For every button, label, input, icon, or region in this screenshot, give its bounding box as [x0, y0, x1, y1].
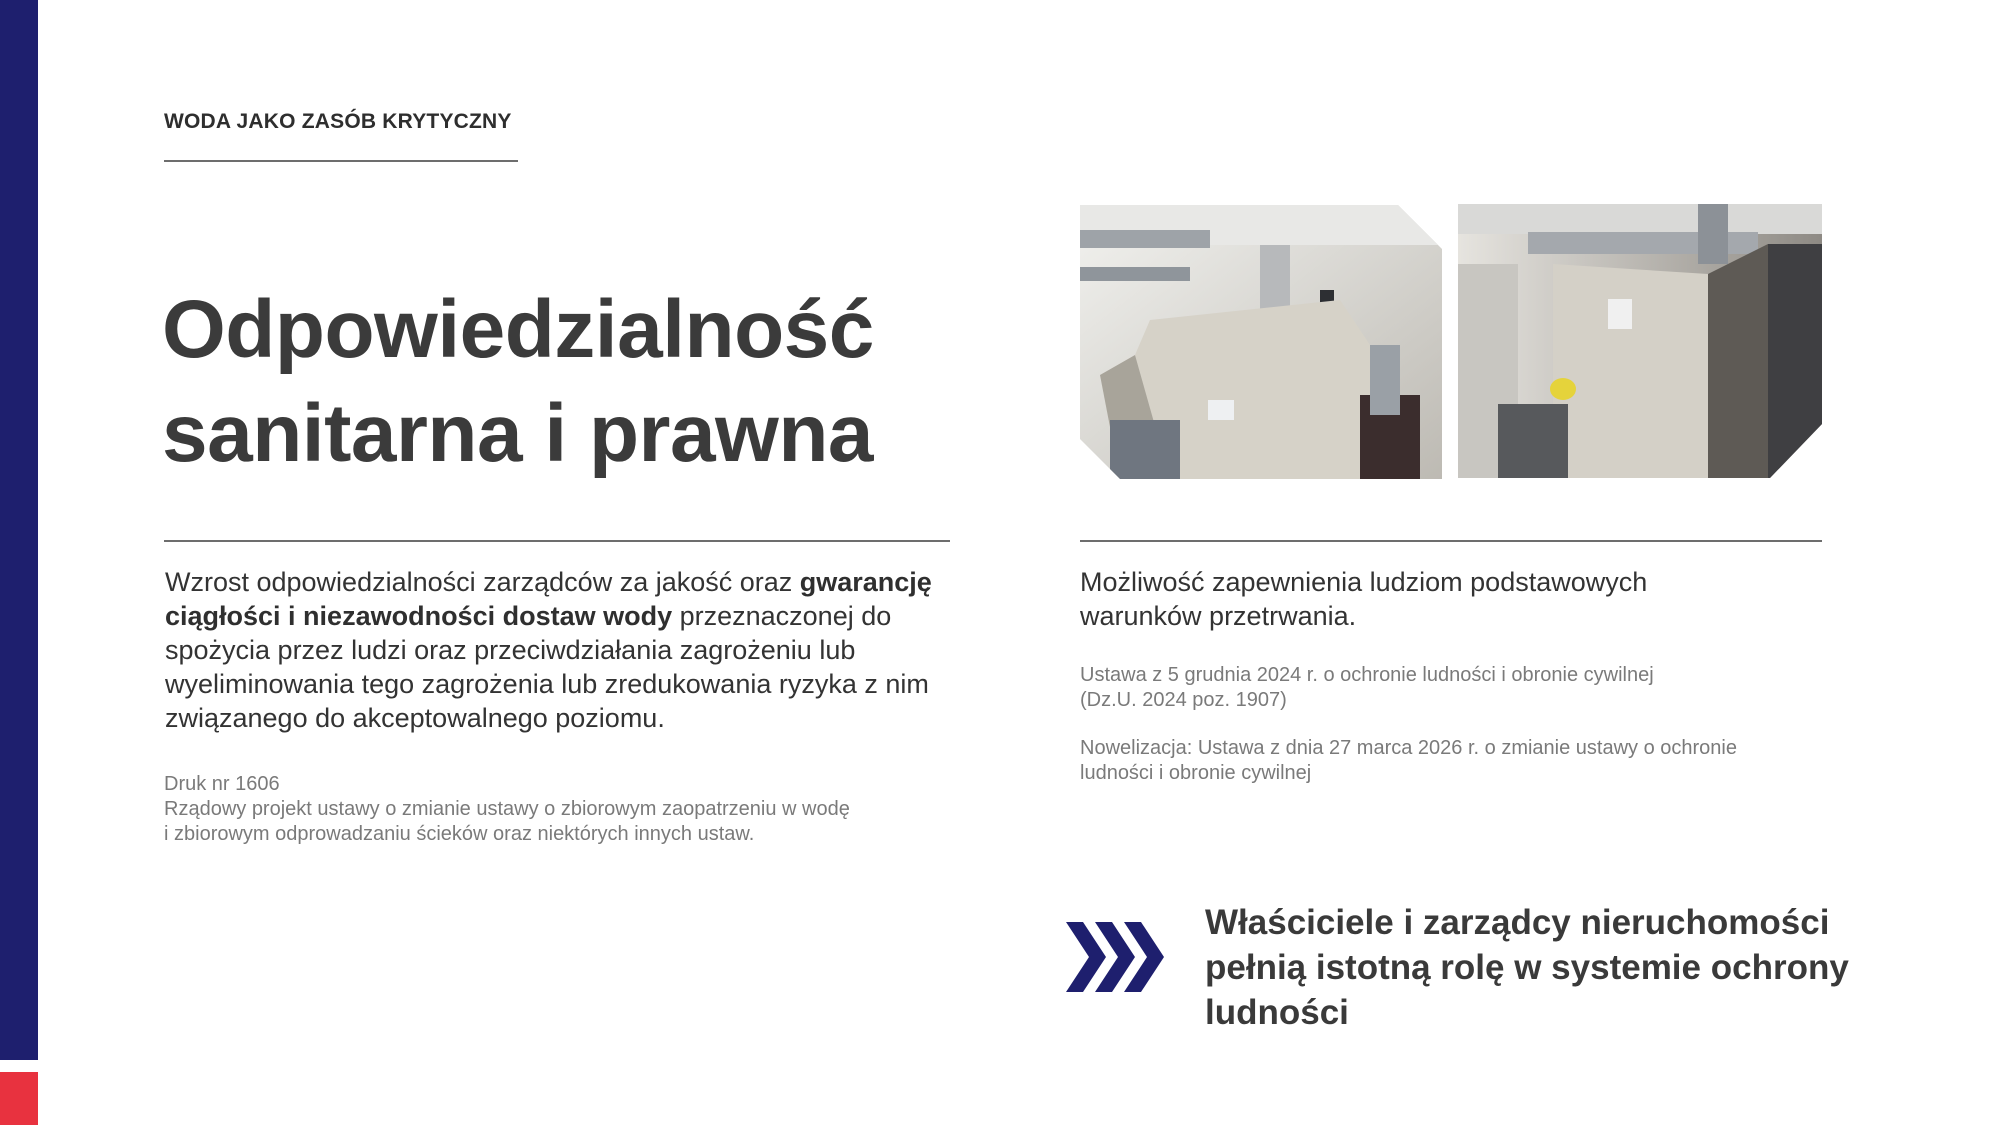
- triple-chevron-right-icon: [1066, 922, 1166, 997]
- law-reference-1-line-2: (Dz.U. 2024 poz. 1907): [1080, 689, 1287, 711]
- left-text-before: Wzrost odpowiedzialności zarządców za jakość oraz: [165, 567, 800, 597]
- callout-line-2: pełnią istotną rolę w systemie ochrony: [1205, 948, 1849, 987]
- section-label: WODA JAKO ZASÓB KRYTYCZNY: [164, 110, 512, 133]
- left-divider: [164, 540, 950, 542]
- law-reference-1-line-1: Ustawa z 5 grudnia 2024 r. o ochronie ludności i obronie cywilnej: [1080, 664, 1654, 686]
- side-red-marker: [0, 1072, 38, 1125]
- right-divider: [1080, 540, 1822, 542]
- left-body-text: [165, 565, 955, 735]
- page-title: [162, 278, 942, 486]
- photo-water-tank-room-2: [1458, 204, 1822, 478]
- law-reference-1: [1080, 663, 1840, 713]
- source-title-line-1: Rządowy projekt ustawy o zmianie ustawy o zbiorowym zaopatrzeniu w wodę: [164, 798, 850, 820]
- law-reference-2: [1080, 736, 1840, 786]
- source-title-line-2: i zbiorowym odprowadzaniu ścieków oraz niektórych innych ustaw.: [164, 823, 755, 845]
- side-accent-bar: [0, 0, 38, 1060]
- left-text-after: przeznaczonej do spożycia przez ludzi oraz przeciwdziałania zagrożeniu lub wyeliminowania tego zagrożenia lub zredukowania ryzyka z nim związanego do akceptowalnego poziomu.: [165, 601, 929, 733]
- left-source-note: [164, 772, 964, 847]
- title-line-2: sanitarna i prawna: [162, 388, 874, 479]
- right-body-text: Możliwość zapewnienia ludziom podstawowych warunków przetrwania.: [1080, 567, 1648, 631]
- callout-line-1: Właściciele i zarządcy nieruchomości: [1205, 903, 1830, 942]
- callout-line-3: ludności: [1205, 993, 1349, 1032]
- title-line-1: Odpowiedzialność: [162, 284, 874, 375]
- section-underline: [164, 160, 518, 162]
- callout-statement: [1205, 900, 1965, 1035]
- source-print-number: Druk nr 1606: [164, 773, 280, 795]
- photo-water-tank-room-1: [1080, 205, 1442, 479]
- left-text-bold: gwarancję ciągłości i niezawodności dostaw wody: [165, 567, 932, 631]
- law-reference-2-line-1: Nowelizacja: Ustawa z dnia 27 marca 2026 r. o zmianie ustawy o ochronie: [1080, 737, 1737, 759]
- law-reference-2-line-2: ludności i obronie cywilnej: [1080, 762, 1312, 784]
